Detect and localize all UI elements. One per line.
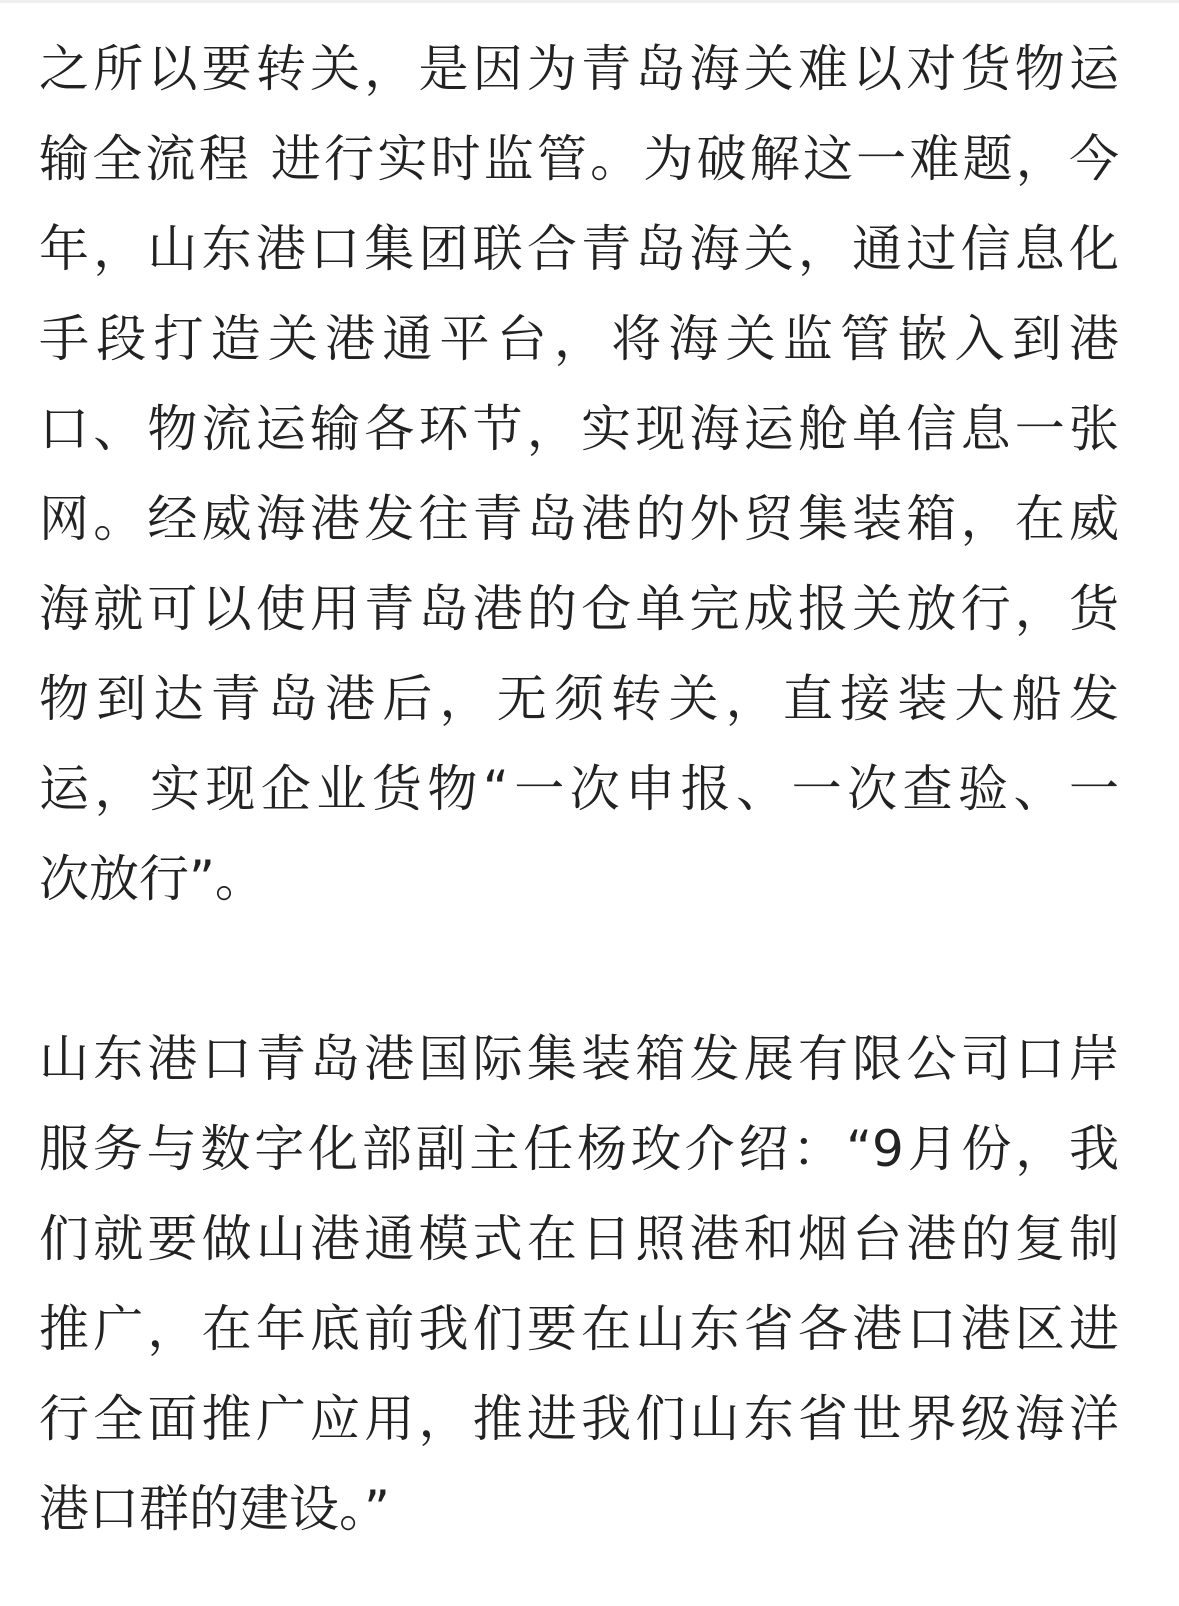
text-line: 港口群的建设。” bbox=[39, 1480, 390, 1538]
text-line: 推广，在年底前我们要在山东省各港口港区进 bbox=[39, 1300, 1119, 1358]
text-line: 们就要做山港通模式在日照港和烟台港的复制 bbox=[39, 1210, 1119, 1268]
text-line: 年，山东港口集团联合青岛海关，通过信息化 bbox=[39, 220, 1119, 278]
text-line: 海就可以使用青岛港的仓单完成报关放行，货 bbox=[39, 580, 1119, 638]
text-line: 物到达青岛港后，无须转关，直接装大船发 bbox=[39, 670, 1119, 728]
text-line: 运，实现企业货物“一次申报、一次查验、一 bbox=[39, 760, 1119, 818]
text-line: 之所以要转关，是因为青岛海关难以对货物运 bbox=[39, 40, 1119, 98]
text-line: 口、物流运输各环节，实现海运舱单信息一张 bbox=[39, 400, 1119, 458]
text-line: 行全面推广应用，推进我们山东省世界级海洋 bbox=[39, 1390, 1119, 1448]
top-divider bbox=[0, 0, 1179, 3]
text-line: 手段打造关港通平台，将海关监管嵌入到港 bbox=[39, 310, 1119, 368]
paragraph-customs-transfer bbox=[39, 24, 1119, 924]
article-body bbox=[39, 24, 1119, 1554]
text-line: 服务与数字化部副主任杨玫介绍：“9月份，我 bbox=[39, 1120, 1119, 1178]
paragraph-quote bbox=[39, 1014, 1119, 1554]
text-line: 网。经威海港发往青岛港的外贸集装箱，在威 bbox=[39, 490, 1119, 548]
text-line: 次放行”。 bbox=[39, 850, 265, 908]
text-line: 输全流程 进行实时监管。为破解这一难题，今 bbox=[39, 130, 1119, 188]
text-line: 山东港口青岛港国际集装箱发展有限公司口岸 bbox=[39, 1030, 1119, 1088]
